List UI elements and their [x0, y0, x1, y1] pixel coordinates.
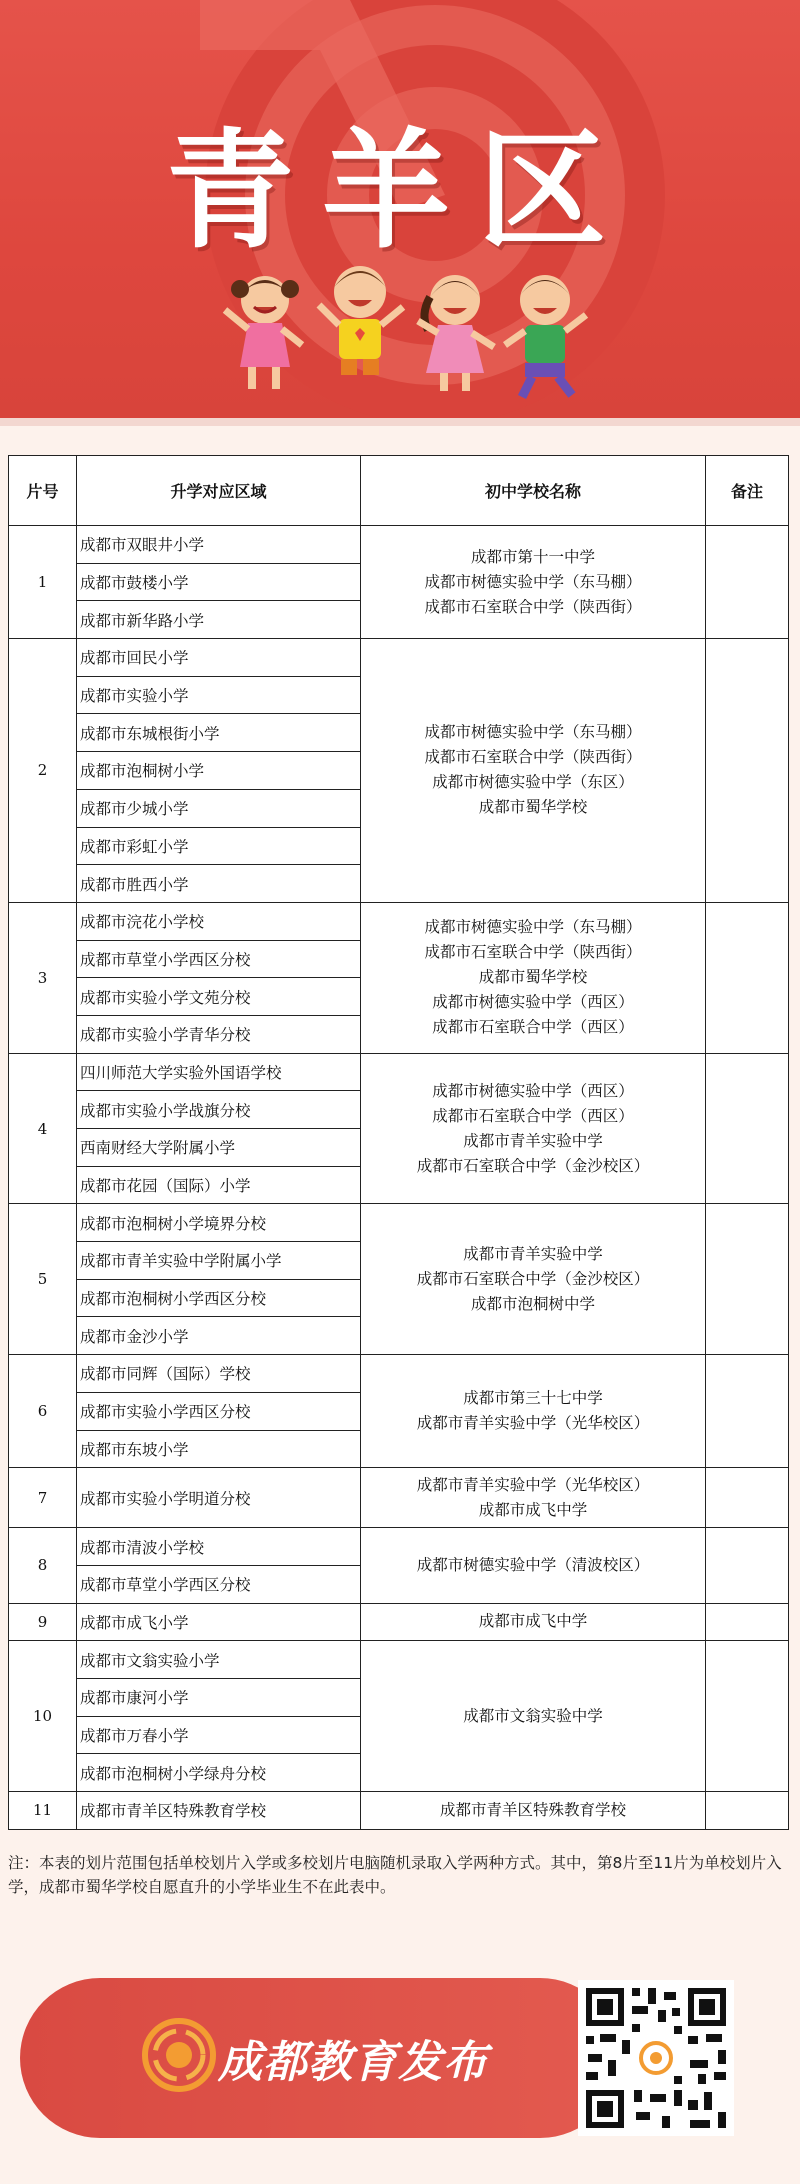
middle-school-name: 成都市青羊实验中学 — [463, 1244, 603, 1263]
children-illustration-icon — [220, 255, 590, 405]
primary-school-cell: 成都市花园（国际）小学 — [77, 1166, 361, 1204]
primary-school-cell: 成都市清波小学校 — [77, 1528, 361, 1566]
primary-school-cell: 成都市少城小学 — [77, 789, 361, 827]
district-number: 1 — [9, 526, 77, 639]
middle-school-cell — [361, 1603, 706, 1641]
table-row — [9, 902, 789, 940]
middle-school-name: 成都市青羊实验中学（光华校区） — [416, 1475, 650, 1494]
middle-school-name: 成都市石室联合中学（陕西街） — [424, 943, 642, 962]
note-cell — [706, 1792, 789, 1830]
primary-school-cell: 成都市东坡小学 — [77, 1430, 361, 1468]
header-area: 升学对应区域 — [77, 456, 361, 526]
middle-school-name: 成都市树德实验中学（东马棚） — [424, 723, 642, 742]
note-cell — [706, 1204, 789, 1355]
middle-school-name: 成都市石室联合中学（金沙校区） — [416, 1156, 650, 1175]
middle-school-name: 成都市石室联合中学（金沙校区） — [416, 1269, 650, 1288]
middle-school-cell — [361, 526, 706, 639]
middle-school-name: 成都市树德实验中学（清波校区） — [416, 1555, 650, 1574]
middle-school-cell — [361, 1792, 706, 1830]
primary-school-cell: 成都市青羊区特殊教育学校 — [77, 1792, 361, 1830]
middle-school-name: 成都市蜀华学校 — [478, 798, 588, 817]
middle-school-name: 成都市青羊区特殊教育学校 — [439, 1800, 626, 1819]
middle-school-cell — [361, 1528, 706, 1603]
primary-school-cell: 成都市实验小学青华分校 — [77, 1015, 361, 1053]
table-row — [9, 1468, 789, 1528]
primary-school-cell: 成都市康河小学 — [77, 1678, 361, 1716]
primary-school-cell: 成都市泡桐树小学 — [77, 752, 361, 790]
middle-school-cell — [361, 1641, 706, 1792]
middle-school-name: 成都市泡桐树中学 — [470, 1294, 595, 1313]
district-number: 3 — [9, 902, 77, 1053]
middle-school-name: 成都市第三十七中学 — [463, 1389, 603, 1408]
header-banner — [0, 0, 800, 418]
district-number: 8 — [9, 1528, 77, 1603]
primary-school-cell: 成都市草堂小学西区分校 — [77, 1565, 361, 1603]
table-row — [9, 1641, 789, 1679]
school-district-table — [8, 455, 789, 1830]
table-row — [9, 1528, 789, 1566]
middle-school-name: 成都市青羊实验中学 — [463, 1131, 603, 1150]
primary-school-cell: 成都市回民小学 — [77, 639, 361, 677]
primary-school-cell: 成都市彩虹小学 — [77, 827, 361, 865]
primary-school-cell: 成都市鼓楼小学 — [77, 563, 361, 601]
primary-school-cell: 成都市实验小学战旗分校 — [77, 1091, 361, 1129]
primary-school-cell: 四川师范大学实验外国语学校 — [77, 1053, 361, 1091]
note-cell — [706, 526, 789, 639]
note-cell — [706, 1641, 789, 1792]
middle-school-name: 成都市树德实验中学（东马棚） — [424, 918, 642, 937]
primary-school-cell: 成都市实验小学文苑分校 — [77, 978, 361, 1016]
table-body — [9, 526, 789, 1830]
district-number: 2 — [9, 639, 77, 903]
middle-school-cell — [361, 1204, 706, 1355]
primary-school-cell: 成都市成飞小学 — [77, 1603, 361, 1641]
primary-school-cell: 成都市泡桐树小学西区分校 — [77, 1279, 361, 1317]
middle-school-cell — [361, 1053, 706, 1204]
primary-school-cell: 成都市实验小学 — [77, 676, 361, 714]
footnote: 注：本表的划片范围包括单校划片入学或多校划片电脑随机录取入学两种方式。其中，第8片至11片为单校划片入学，成都市蜀华学校自愿直升的小学毕业生不在此表中。 — [8, 1854, 782, 1896]
note-cell — [706, 639, 789, 903]
district-number: 5 — [9, 1204, 77, 1355]
table-row — [9, 526, 789, 564]
qr-code-icon[interactable] — [578, 1980, 734, 2136]
table-row — [9, 1792, 789, 1830]
district-number: 9 — [9, 1603, 77, 1641]
note-cell — [706, 1603, 789, 1641]
middle-school-name: 成都市成飞中学 — [478, 1500, 588, 1519]
district-number: 11 — [9, 1792, 77, 1830]
primary-school-cell: 成都市万春小学 — [77, 1716, 361, 1754]
primary-school-cell: 成都市实验小学明道分校 — [77, 1468, 361, 1528]
middle-school-name: 成都市树德实验中学（西区） — [432, 993, 634, 1012]
middle-school-name: 成都市石室联合中学（西区） — [432, 1018, 634, 1037]
primary-school-cell: 成都市金沙小学 — [77, 1317, 361, 1355]
middle-school-name: 成都市石室联合中学（西区） — [432, 1106, 634, 1125]
header-school: 初中学校名称 — [361, 456, 706, 526]
primary-school-cell: 成都市草堂小学西区分校 — [77, 940, 361, 978]
primary-school-cell: 成都市泡桐树小学绿舟分校 — [77, 1754, 361, 1792]
middle-school-name: 成都市成飞中学 — [478, 1612, 588, 1631]
primary-school-cell: 成都市双眼井小学 — [77, 526, 361, 564]
middle-school-name: 成都市树德实验中学（东马棚） — [424, 572, 642, 591]
table-row — [9, 1355, 789, 1393]
table-row — [9, 1204, 789, 1242]
header-num: 片号 — [9, 456, 77, 526]
middle-school-name: 成都市第十一中学 — [470, 547, 595, 566]
middle-school-name: 成都市石室联合中学（陕西街） — [424, 597, 642, 616]
primary-school-cell: 成都市新华路小学 — [77, 601, 361, 639]
middle-school-name: 成都市青羊实验中学（光华校区） — [416, 1414, 650, 1433]
note-cell — [706, 902, 789, 1053]
school-district-table-wrap — [8, 455, 788, 1830]
primary-school-cell: 成都市同辉（国际）学校 — [77, 1355, 361, 1393]
primary-school-cell: 成都市泡桐树小学境界分校 — [77, 1204, 361, 1242]
middle-school-name: 成都市石室联合中学（陕西街） — [424, 748, 642, 767]
primary-school-cell: 成都市文翁实验小学 — [77, 1641, 361, 1679]
district-number: 6 — [9, 1355, 77, 1468]
chengdu-education-logo-icon — [142, 2018, 216, 2092]
note-cell — [706, 1528, 789, 1603]
district-number: 4 — [9, 1053, 77, 1204]
table-row — [9, 1053, 789, 1091]
middle-school-cell — [361, 902, 706, 1053]
middle-school-name: 成都市蜀华学校 — [478, 968, 588, 987]
note-cell — [706, 1355, 789, 1468]
middle-school-cell — [361, 1355, 706, 1468]
table-row — [9, 639, 789, 677]
district-number: 10 — [9, 1641, 77, 1792]
primary-school-cell: 成都市实验小学西区分校 — [77, 1392, 361, 1430]
middle-school-name: 成都市文翁实验中学 — [463, 1706, 603, 1725]
middle-school-name: 成都市树德实验中学（西区） — [432, 1081, 634, 1100]
header-note: 备注 — [706, 456, 789, 526]
primary-school-cell: 成都市浣花小学校 — [77, 902, 361, 940]
table-row — [9, 1603, 789, 1641]
table-header-row — [9, 456, 789, 526]
primary-school-cell: 西南财经大学附属小学 — [77, 1129, 361, 1167]
middle-school-cell — [361, 639, 706, 903]
middle-school-cell — [361, 1468, 706, 1528]
district-number: 7 — [9, 1468, 77, 1528]
note-cell — [706, 1053, 789, 1204]
note-cell — [706, 1468, 789, 1528]
middle-school-name: 成都市树德实验中学（东区） — [432, 773, 634, 792]
banner-divider — [0, 418, 800, 426]
district-title: 青羊区 — [165, 116, 634, 266]
primary-school-cell: 成都市青羊实验中学附属小学 — [77, 1242, 361, 1280]
primary-school-cell: 成都市东城根街小学 — [77, 714, 361, 752]
footer-brand-text: 成都教育发布 — [218, 2037, 488, 2088]
primary-school-cell: 成都市胜西小学 — [77, 865, 361, 903]
